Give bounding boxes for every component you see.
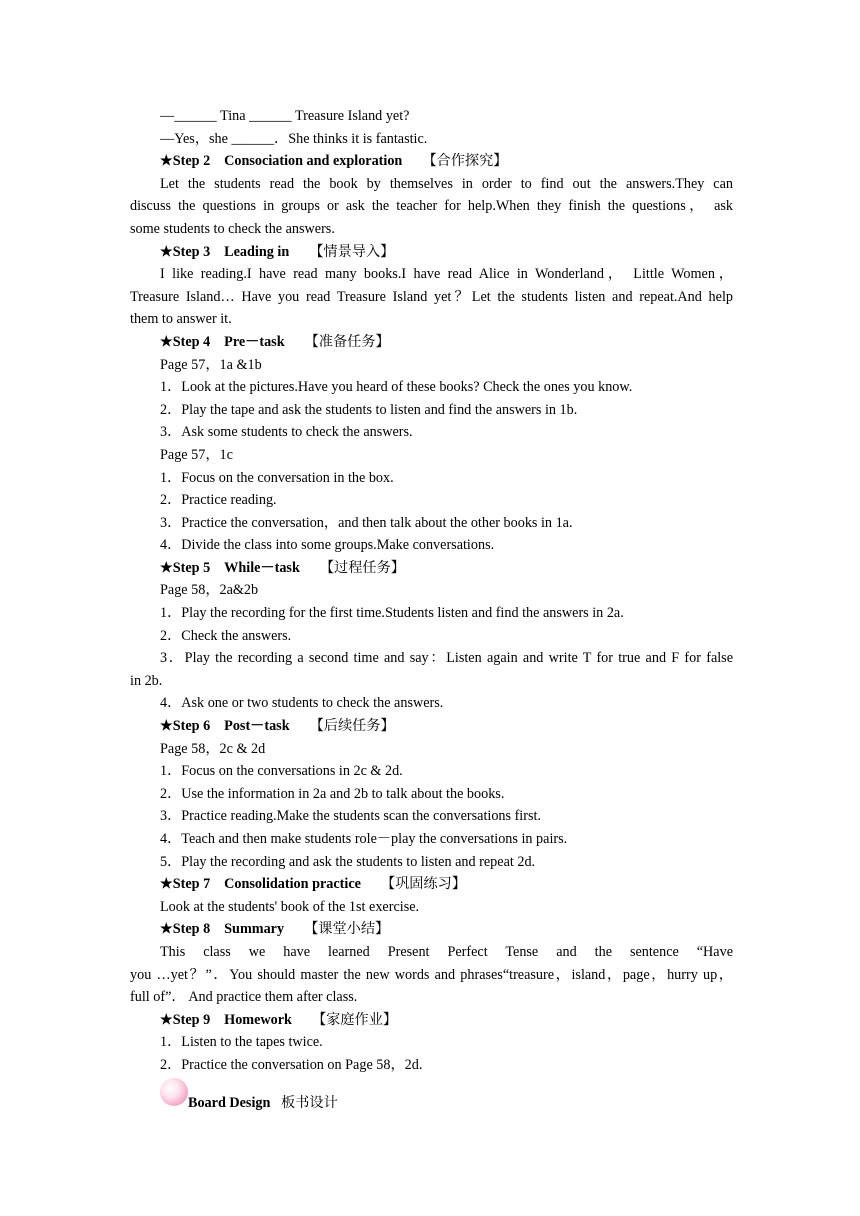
board-title-cn: 板书设计 [281,1095,338,1111]
board-design-title [188,1092,338,1112]
paragraph-line: discuss the questions in groups or ask the teacher for help.When they finish the questions， ask [130,198,733,215]
list-item: 1．Focus on the conversations in 2c & 2d. [160,763,403,780]
list-item: 4．Teach and then make students role－play the conversations in pairs. [160,831,568,847]
fill-blank-question: —______ Tina ______ Treasure Island yet? [160,108,410,124]
step-8-heading [130,918,733,941]
step-4-heading [130,331,733,354]
list-item: 3．Play the recording a second time and say：Listen again and write T for true and F for false [160,650,733,667]
step-title-cn: 【课堂小结】 [304,921,390,938]
paragraph-line: them to answer it. [130,311,232,328]
list-item: 1．Focus on the conversation in the box. [160,469,394,486]
step-label: ★Step 9 [160,1011,211,1028]
paragraph-line: Let the students read the book by themselves in order to find out the answers.They can [160,175,733,192]
step-2-heading [130,150,733,173]
list-item: 2．Practice the conversation on Page 58，2d. [160,1056,423,1073]
step-label: ★Step 5 [160,559,211,576]
step-title-cn: 【巩固练习】 [380,876,467,893]
lesson-plan-body [130,105,733,1077]
paragraph-line: some students to check the answers. [130,220,335,237]
list-item: 1．Play the recording for the first time.Students listen and find the answers in 2a. [160,605,624,622]
paragraph-line: full of”． And practice them after class. [130,989,358,1006]
list-item: 2．Play the tape and ask the students to listen and find the answers in 1b. [160,401,578,418]
list-item: 2．Practice reading. [160,492,277,509]
step-9-heading [130,1009,733,1032]
step-title-cn: 【情景导入】 [309,243,395,260]
page-ref: Page 57，1a &1b [160,356,262,373]
step-title-cn: 【家庭作业】 [311,1011,398,1028]
list-item: 3．Practice reading.Make the students scan the conversations first. [160,808,541,825]
list-item: 2．Check the answers. [160,627,292,644]
step-title-cn: 【合作探究】 [422,153,508,170]
step-label: ★Step 4 [160,333,211,350]
step-title: Leading in [224,243,290,260]
paragraph-line: This class we have learned Present Perfect Tense and the sentence “Have [160,943,733,960]
step-title: Post－task [224,718,290,735]
list-item-continuation: in 2b. [130,672,163,689]
board-title-en: Board Design [188,1095,271,1111]
paragraph-line: Treasure Island… Have you read Treasure Island yet？Let the students listen and repeat.And help [130,288,733,305]
list-item: 3．Practice the conversation，and then talk about the other books in 1a. [160,514,573,531]
fill-blank-answer: —Yes，she ______．She thinks it is fantastic. [160,130,428,147]
page-ref: Page 58，2a&2b [160,582,259,599]
step-title: Consolidation practice [224,876,361,893]
paragraph-line: Look at the students' book of the 1st exercise. [160,898,420,915]
step-label: ★Step 3 [160,243,211,260]
page-ref: Page 57，1c [160,446,233,463]
step-3-heading [130,241,733,264]
list-item: 5．Play the recording and ask the students to listen and repeat 2d. [160,853,536,870]
list-item: 3．Ask some students to check the answers. [160,424,413,441]
list-item: 1．Listen to the tapes twice. [160,1034,323,1051]
step-title-cn: 【过程任务】 [319,559,405,576]
step-7-heading [130,873,733,896]
flower-icon [160,1078,188,1106]
step-label: ★Step 6 [160,718,211,735]
list-item: 4．Ask one or two students to check the answers. [160,695,444,712]
step-title-cn: 【后续任务】 [309,718,395,735]
step-title: Pre－task [224,333,285,350]
step-title: While－task [224,559,300,576]
step-title: Homework [224,1011,292,1028]
list-item: 1．Look at the pictures.Have you heard of these books? Check the ones you know. [160,379,633,396]
page-ref: Page 58，2c & 2d [160,740,266,757]
step-label: ★Step 7 [160,876,211,893]
step-label: ★Step 2 [160,153,211,170]
step-title-cn: 【准备任务】 [304,333,390,350]
step-title: Consociation and exploration [224,153,403,170]
paragraph-line: I like reading.I have read many books.I have read Alice in Wonderland， Little Women， [160,266,733,283]
list-item: 2．Use the information in 2a and 2b to talk about the books. [160,785,505,802]
step-5-heading [130,557,733,580]
list-item: 4．Divide the class into some groups.Make conversations. [160,537,495,554]
step-title: Summary [224,921,285,938]
step-label: ★Step 8 [160,921,211,938]
paragraph-line: you …yet？”．You should master the new words and phrases“treasure，island，page，hurry up， [130,966,733,983]
step-6-heading [130,715,733,738]
